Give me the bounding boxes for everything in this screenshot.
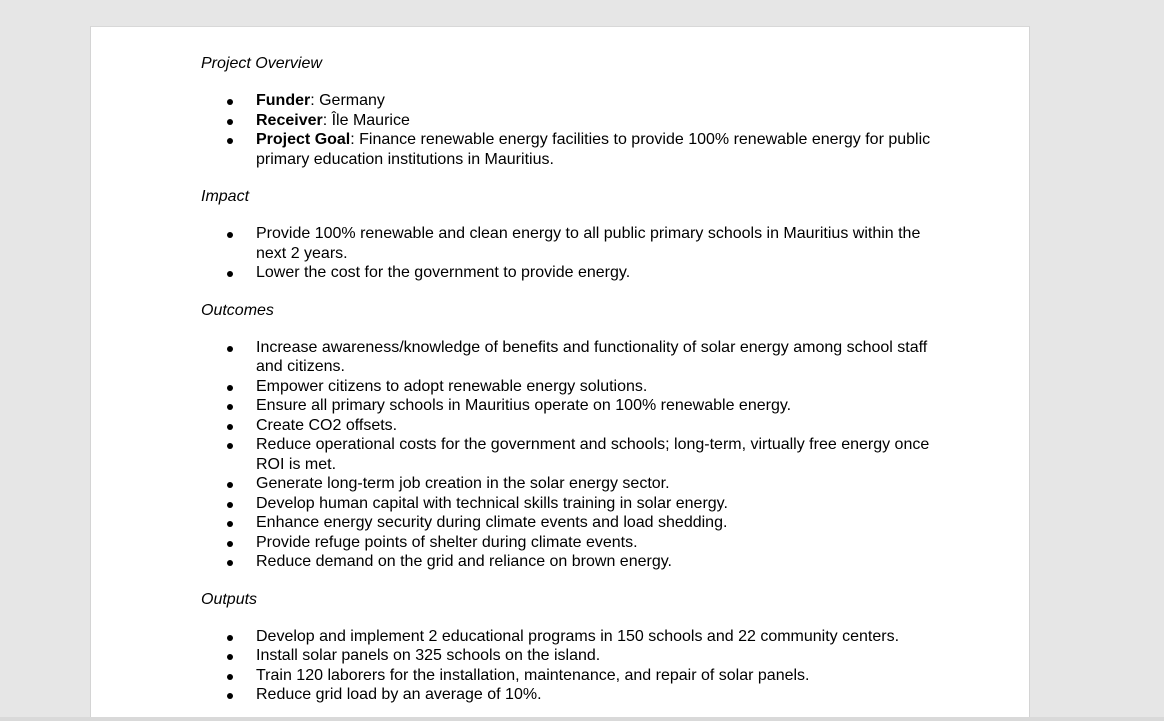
- bullet-icon: [227, 443, 233, 449]
- bullet-icon: [227, 232, 233, 238]
- list-item: [201, 513, 941, 533]
- item-text: : Finance renewable energy facilities to provide 100% renewable energy for public primary education institutions in Mauritius.: [256, 131, 931, 168]
- list-item: [201, 474, 941, 494]
- list-item: [201, 552, 941, 572]
- bullet-icon: [227, 521, 233, 527]
- bullet-icon: [227, 674, 233, 680]
- item-text: Lower the cost for the government to provide energy.: [256, 264, 631, 281]
- list-item: [201, 263, 941, 283]
- bullet-icon: [227, 346, 233, 352]
- item-text: Increase awareness/knowledge of benefits and functionality of solar energy among school staff and citizens.: [256, 338, 928, 375]
- list-item: [201, 533, 941, 553]
- item-text: Enhance energy security during climate events and load shedding.: [256, 514, 728, 531]
- bullet-icon: [227, 654, 233, 660]
- item-text: Reduce grid load by an average of 10%.: [256, 686, 542, 703]
- list-item: [201, 435, 941, 474]
- section-heading-outputs: Outputs: [201, 590, 258, 608]
- horizontal-scrollbar-track[interactable]: [0, 717, 1164, 721]
- item-text: Ensure all primary schools in Mauritius operate on 100% renewable energy.: [256, 397, 792, 414]
- section-heading-overview: Project Overview: [201, 55, 322, 72]
- item-text: Develop human capital with technical skills training in solar energy.: [256, 494, 728, 512]
- bullet-icon: [227, 502, 233, 508]
- document-page[interactable]: [90, 26, 1030, 721]
- bullet-icon: [227, 119, 233, 125]
- bullet-icon: [227, 99, 233, 105]
- item-text: Reduce operational costs for the government and schools; long-term, virtually free energy once ROI is met.: [256, 436, 930, 473]
- item-text: Provide refuge points of shelter during climate events.: [256, 533, 638, 551]
- item-label: Receiver: [256, 111, 323, 129]
- outputs-list: [201, 627, 941, 705]
- item-text: Generate long-term job creation in the solar energy sector.: [256, 475, 670, 492]
- overview-list: [201, 91, 941, 169]
- bullet-icon: [227, 138, 233, 144]
- item-label: Funder: [256, 92, 311, 109]
- list-item: [201, 224, 941, 263]
- item-text: Provide 100% renewable and clean energy to all public primary schools in Mauritius within the next 2 years.: [256, 225, 921, 262]
- bullet-icon: [227, 541, 233, 547]
- list-item: [201, 416, 941, 436]
- item-text: Create CO2 offsets.: [256, 416, 398, 434]
- list-item: [201, 338, 941, 377]
- bullet-icon: [227, 635, 233, 641]
- list-item: [201, 377, 941, 397]
- list-item: [201, 627, 941, 647]
- list-item: [201, 130, 941, 169]
- item-text: : Île Maurice: [322, 111, 410, 129]
- document-content: [201, 54, 941, 705]
- bullet-icon: [227, 482, 233, 488]
- item-label: Project Goal: [256, 131, 351, 148]
- section-heading-outcomes: Outcomes: [201, 301, 274, 319]
- bullet-icon: [227, 385, 233, 391]
- section-heading-impact: Impact: [201, 188, 250, 205]
- list-item: [201, 666, 941, 686]
- bullet-icon: [227, 424, 233, 430]
- list-item: [201, 646, 941, 666]
- bullet-icon: [227, 560, 233, 566]
- outcomes-list: [201, 338, 941, 572]
- item-text: Train 120 laborers for the installation, maintenance, and repair of solar panels.: [256, 666, 810, 684]
- impact-list: [201, 224, 941, 283]
- list-item: [201, 91, 941, 111]
- list-item: [201, 111, 941, 131]
- bullet-icon: [227, 271, 233, 277]
- list-item: [201, 494, 941, 514]
- item-text: Develop and implement 2 educational programs in 150 schools and 22 community centers.: [256, 627, 900, 645]
- bullet-icon: [227, 693, 233, 699]
- item-text: Reduce demand on the grid and reliance on brown energy.: [256, 553, 672, 570]
- item-text: Empower citizens to adopt renewable energy solutions.: [256, 377, 648, 395]
- bullet-icon: [227, 404, 233, 410]
- list-item: [201, 685, 941, 705]
- item-text: : Germany: [310, 92, 385, 109]
- item-text: Install solar panels on 325 schools on the island.: [256, 647, 601, 664]
- list-item: [201, 396, 941, 416]
